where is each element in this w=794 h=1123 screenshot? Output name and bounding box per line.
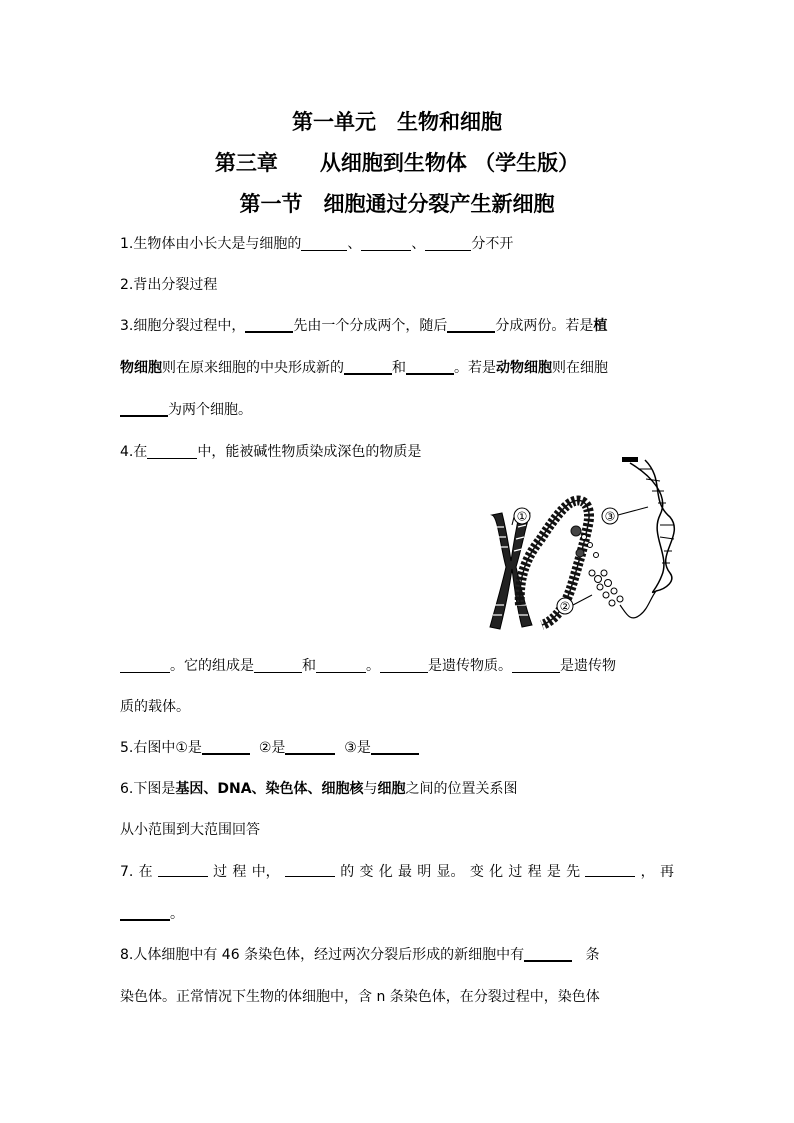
blank[interactable]	[344, 359, 392, 375]
blank[interactable]	[425, 236, 471, 251]
question-6: 6.下图是基因、DNA、染色体、细胞核与细胞之间的位置关系图	[120, 781, 518, 797]
blank[interactable]	[524, 946, 572, 962]
blank[interactable]	[301, 236, 347, 251]
blank[interactable]	[361, 236, 411, 251]
blank[interactable]	[158, 862, 208, 877]
blank[interactable]	[120, 905, 170, 921]
unit-title: 第一单元 生物和细胞	[292, 110, 502, 134]
question-8-line-1: 8.人体细胞中有 46 条染色体，经过两次分裂后形成的新细胞中有 条	[120, 947, 600, 963]
chapter-title: 第三章 从细胞到生物体 （学生版）	[214, 151, 580, 175]
chromosome-dna-figure	[480, 455, 695, 640]
label-3	[602, 507, 648, 524]
blank[interactable]	[380, 658, 428, 673]
blank[interactable]	[406, 359, 454, 375]
dna-double-helix-icon	[622, 457, 674, 592]
svg-text:②: ②	[559, 599, 571, 614]
blank[interactable]	[120, 401, 168, 417]
question-3-line-2: 物细胞则在原来细胞的中央形成新的 和 。若是动物细胞则在细胞	[120, 360, 608, 376]
dna-thread-icon	[620, 591, 656, 618]
blank[interactable]	[147, 444, 197, 459]
svg-text:③: ③	[604, 509, 616, 524]
label-2	[557, 595, 592, 614]
question-3-line-1: 3.细胞分裂过程中， 先由一个分成两个，随后 分成两份。若是植	[120, 318, 608, 334]
question-4-line-2: 。它的组成是 和 。 是遗传物质。 是遗传物	[120, 656, 616, 676]
blank[interactable]	[245, 317, 293, 333]
question-4-line-1: 4.在 中，能被碱性物质染成深色的物质是	[120, 444, 422, 460]
blank[interactable]	[285, 739, 335, 755]
blank[interactable]	[585, 862, 635, 877]
question-8-line-2: 染色体。正常情况下生物的体细胞中，含 n 条染色体，在分裂过程中，染色体	[120, 989, 600, 1005]
blank[interactable]	[371, 739, 419, 755]
section-title: 第一节 细胞通过分裂产生新细胞	[239, 192, 555, 216]
question-4-line-3: 质的载体。	[120, 699, 190, 715]
blank[interactable]	[120, 658, 170, 673]
question-2: 2.背出分裂过程	[120, 277, 218, 293]
question-5: 5.右图中①是 ②是 ③是	[120, 738, 419, 758]
question-7-line-1: 7. 在 过 程 中， 的 变 化 最 明 显。 变 化 过 程 是 先 ， 再	[120, 864, 674, 880]
blank[interactable]	[512, 658, 560, 673]
question-3-line-3: 为两个细胞。	[120, 400, 252, 420]
blank[interactable]	[254, 658, 302, 673]
nucleosome-beads-icon	[582, 535, 624, 607]
blank[interactable]	[202, 739, 250, 755]
label-1	[512, 508, 530, 525]
blank[interactable]	[447, 317, 495, 333]
svg-text:①: ①	[516, 509, 528, 524]
chromatin-coil-icon	[520, 500, 589, 625]
blank[interactable]	[285, 862, 335, 877]
question-6-instruction: 从小范围到大范围回答	[120, 822, 260, 838]
question-7-line-2: 。	[120, 904, 184, 924]
blank[interactable]	[316, 658, 366, 673]
question-1: 1.生物体由小长大是与细胞的 、 、 分不开	[120, 236, 514, 252]
